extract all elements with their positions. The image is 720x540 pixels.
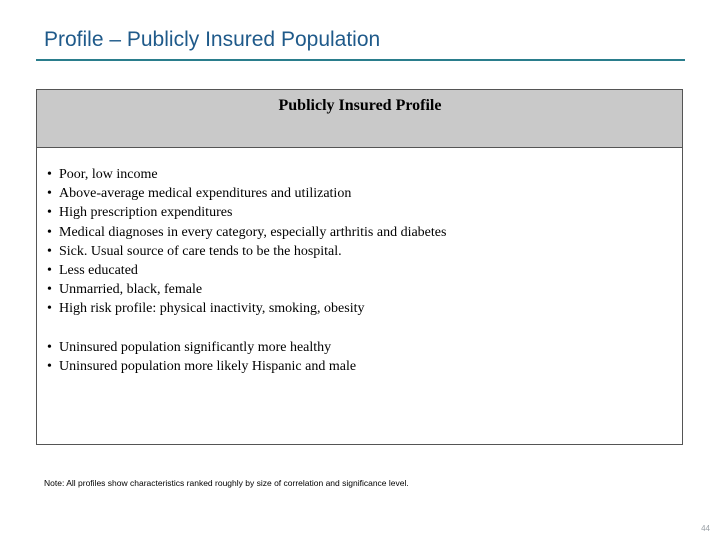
list-item <box>47 338 356 357</box>
primary-bullet-list <box>47 165 446 319</box>
list-item <box>47 280 446 299</box>
bullet-dot-icon: • <box>47 282 52 298</box>
list-item <box>47 242 446 261</box>
list-item-text: Above-average medical expenditures and utilization <box>59 186 352 202</box>
title-divider <box>36 59 685 61</box>
bullet-dot-icon: • <box>47 224 52 240</box>
list-item-text: Medical diagnoses in every category, especially arthritis and diabetes <box>59 224 447 240</box>
list-item <box>47 184 446 203</box>
list-item-text: Less educated <box>59 263 138 279</box>
list-item <box>47 203 446 222</box>
footnote: Note: All profiles show characteristics ranked roughly by size of correlation and significance level. <box>44 478 409 488</box>
list-item <box>47 223 446 242</box>
list-item-text: Poor, low income <box>59 167 158 182</box>
profile-box-title: Publicly Insured Profile <box>278 97 442 114</box>
page-number: 44 <box>701 524 710 533</box>
list-item <box>47 165 446 184</box>
list-item <box>47 261 446 280</box>
secondary-bullet-list <box>47 338 356 376</box>
bullet-dot-icon: • <box>47 205 52 221</box>
bullet-dot-icon: • <box>47 340 52 355</box>
bullet-dot-icon: • <box>47 243 52 259</box>
bullet-dot-icon: • <box>47 359 52 375</box>
list-item-text: Uninsured population significantly more healthy <box>59 340 332 355</box>
bullet-dot-icon: • <box>47 301 52 317</box>
bullet-dot-icon: • <box>47 263 52 279</box>
list-item <box>47 357 356 376</box>
profile-box-header <box>37 90 682 148</box>
list-item-text: High risk profile: physical inactivity, smoking, obesity <box>59 301 365 317</box>
list-item-text: Sick. Usual source of care tends to be the hospital. <box>59 243 342 259</box>
bullet-dot-icon: • <box>47 186 52 202</box>
profile-box <box>36 89 683 445</box>
list-item-text: Uninsured population more likely Hispanic and male <box>59 359 357 375</box>
bullet-dot-icon: • <box>47 167 52 182</box>
slide-title: Profile – Publicly Insured Population <box>44 28 381 51</box>
list-item-text: High prescription expenditures <box>59 205 233 221</box>
list-item-text: Unmarried, black, female <box>59 282 203 298</box>
list-item <box>47 299 446 318</box>
